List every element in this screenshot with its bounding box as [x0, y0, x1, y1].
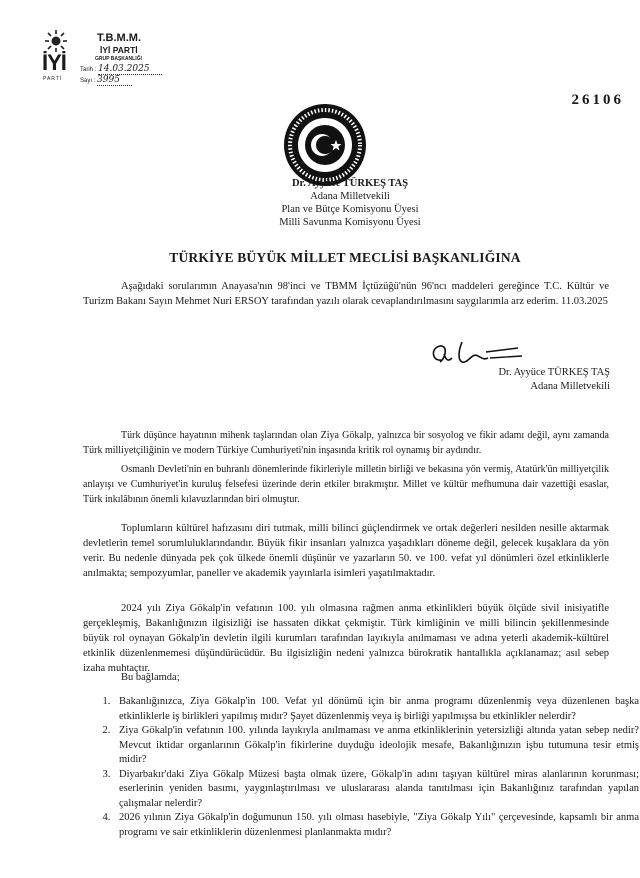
sun-logo-icon — [44, 30, 68, 52]
intro-text: Aşağıdaki sorularımın Anayasa'nın 98'inci ve TBMM İçtüzüğü'nün 96'ncı maddeleri gereğince T.C. Kültür ve Turizm Bakanı Sayın Mehmet Nuri ERSOY tarafından yazılı olarak cevaplandırılmasını saygılarımla arz ederim. 11.03.2025 — [83, 281, 609, 307]
author-line: Milli Savunma Komisyonu Üyesi — [279, 217, 421, 228]
document-title: TÜRKİYE BÜYÜK MİLLET MECLİSİ BAŞKANLIĞINA — [169, 250, 521, 265]
party-logo-word: İYİ — [42, 50, 66, 75]
body-paragraph — [83, 462, 609, 507]
document-number: 26106 — [571, 92, 624, 108]
body-paragraph — [83, 428, 609, 458]
question-list — [83, 695, 639, 840]
question-item: 3. Diyarbakır'daki Ziya Gökalp Müzesi başta olmak üzere, Gökalp'in adını taşıyan kültürel miras alanlarının korunması; eserlerinin yeniden basımı, yaygınlaştırılması ve uluslararası alanda tanıtılması için Bakanlığınız tarafından yapılan çalışmalar nelerdir? — [113, 768, 639, 812]
stamp-title: T.B.M.M. — [97, 32, 141, 44]
signature-name: Dr. Ayyüce TÜRKEŞ TAŞ — [498, 367, 610, 378]
body-paragraph — [83, 601, 609, 676]
paragraph-text: Osmanlı Devleti'nin en buhranlı dönemlerinde fikirleriyle milletin birliği ve bekasına yön vermiş, Atatürk'ün milliyetçilik anlayışı ve Cumhuriyet'in kuruluş felsefesi üzerinde derin etkiler bırakmıştır. Millet ve kültür mefhumuna dair vazettiği esaslar, Türk inkılâbının önemli kılavuzlarından biri olmuştur. — [83, 464, 609, 505]
author-line: Adana Milletvekili — [310, 191, 390, 202]
body-paragraph — [83, 670, 609, 685]
stamp-date-label: Tarih : — [80, 67, 97, 73]
paragraph-text: Toplumların kültürel hafızasını diri tutmak, milli bilinci güçlendirmek ve ortak değerleri nesilden nesille aktarmak devletlerin temel sorumluluklarındandır. Büyük fikir insanları yalnızca yaşadıkları döneme değil, gelecek kuşaklara da yön verir. Bu nedenle dünyada pek çok ülkede önemli düşünür ve yazarların 50. ve 100. vefat yıl dönümleri özel etkinliklerle anılmakta; sempozyumlar, paneller ve akademik yayınlarla isimleri yaşatılmaktadır. — [83, 523, 609, 579]
paragraph-text: Bu bağlamda; — [121, 672, 180, 683]
question-item: 4. 2026 yılının Ziya Gökalp'in doğumunun 150. yılı olması hasebiyle, "Ziya Gökalp Yılı" çerçevesinde, kapsamlı bir anma programı ve sair etkinliklerin düzenlenmesi planlanmakta mıdır? — [113, 811, 639, 840]
signature-title: Adana Milletvekili — [530, 381, 610, 392]
author-line: Plan ve Bütçe Komisyonu Üyesi — [281, 204, 419, 215]
stamp-date-row — [80, 64, 162, 74]
body-paragraph — [83, 521, 609, 581]
tbmm-seal-icon — [283, 103, 367, 187]
intro-paragraph — [83, 279, 609, 309]
paragraph-text: 2024 yılı Ziya Gökalp'in vefatının 100. yılı olmasına rağmen anma etkinlikleri büyük ölçüde sivil inisiyatifle gerçekleşmiş, Bakanlığınızın ilgisizliği ise hassaten dikkat çekmiştir. Türk kimliğinin ve milli bilincin şekillenmesinde büyük rol oynayan Gökalp'in devletin ilgili kurumları tarafından layıkıyla anılmaması ve adına yeterli akademik-kültürel etkinlik düzenlenmemesi düşündürücüdür. Bu ilgisizliğin nedeni yalnızca bürokratik hantallıkla açıklanamaz; asıl sebep izaha muhtaçtır. — [83, 603, 609, 674]
stamp-number-value: 3995 — [97, 75, 132, 86]
author-name: Dr. Ayyüce TÜRKEŞ TAŞ — [291, 178, 409, 189]
stamp-number-row — [80, 75, 132, 85]
paragraph-text: Türk düşünce hayatının mihenk taşlarından olan Ziya Gökalp, yalnızca bir sosyolog ve fikir adamı değil, aynı zamanda Türk milliyetçiliğinin ve modern Türkiye Cumhuriyeti'nin inşasında kritik rol oynamış bir aydındır. — [83, 430, 609, 456]
signature-block — [410, 366, 610, 394]
author-block — [200, 177, 500, 229]
party-logo-sub: PARTİ — [43, 76, 63, 82]
stamp-party: İYİ PARTİ — [100, 45, 138, 55]
party-receipt-stamp — [42, 30, 192, 90]
question-item: 2. Ziya Gökalp'in vefatının 100. yılında layıkıyla anılmaması ve anma etkinliklerinin yetersizliği altında yatan sebep nedir? Mevcut iktidar organlarının Gökalp'in fikirlerine duyduğu ideolojik mesafe, Bakanlığınızın işbu tutumuna tesir etmiş midir? — [113, 724, 639, 768]
question-item: 1. Bakanlığınızca, Ziya Gökalp'in 100. Vefat yıl dönümü için bir anma programı düzenlenmiş veya düzenlenen başka etkinliklerle iş birlikleri yapılmış mıdır? Şayet düzenlenmiş veya iş birliği yapılmışsa bu etkinlikler nelerdir? — [113, 695, 639, 724]
stamp-date-value: 14.03.2025 — [98, 64, 162, 75]
stamp-office: GRUP BAŞKANLIĞI — [95, 56, 142, 62]
stamp-number-label: Sayı : — [80, 78, 96, 84]
